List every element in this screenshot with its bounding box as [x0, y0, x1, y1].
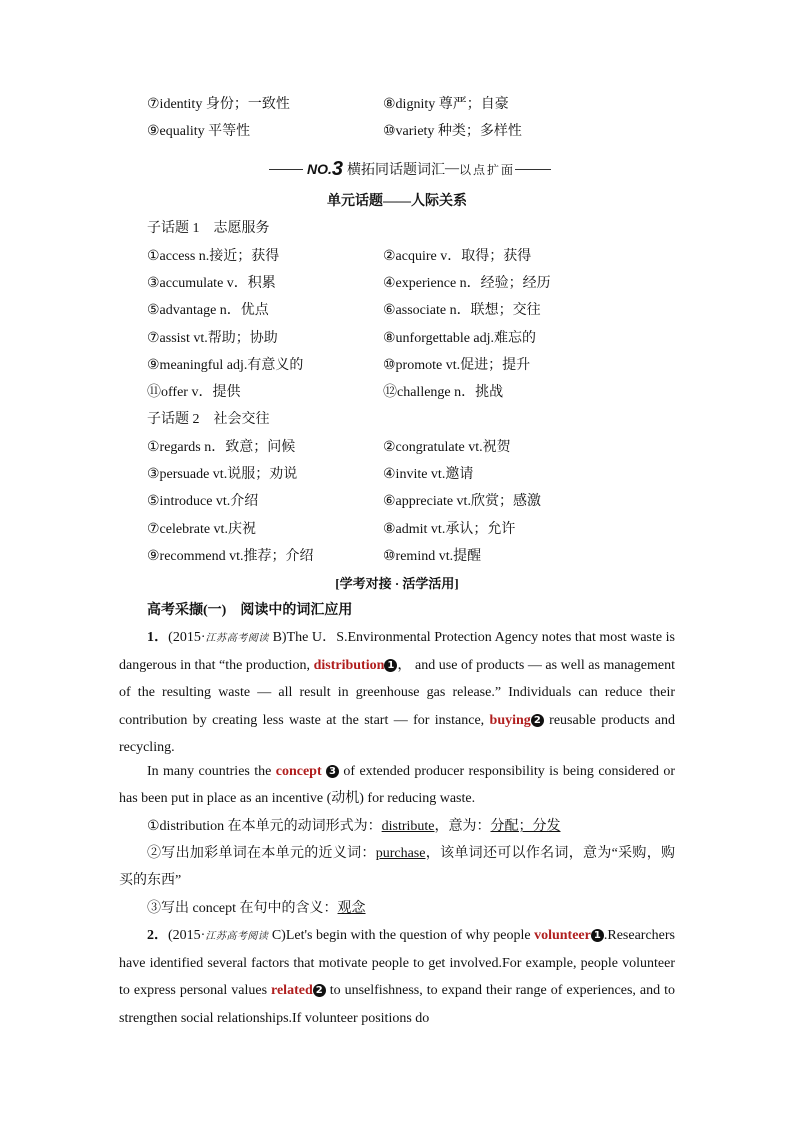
- source-label: 江苏高考阅读: [205, 633, 270, 644]
- answer-distribute: distribute: [381, 819, 435, 834]
- passage-text: of extended producer responsibility is being considered or has been put in place as an incentive (动机) for reducing waste.: [119, 764, 676, 807]
- banner-subtitle: 以点扩面: [459, 162, 516, 177]
- subtopic-2-list: [147, 434, 687, 570]
- vocab-item: ⑧unforgettable adj.难忘的: [383, 330, 537, 346]
- vocab-row: [147, 379, 687, 406]
- vocab-item: ⑨recommend vt.推荐；介绍: [147, 548, 314, 564]
- vocab-item: ⑫challenge n．挑战: [383, 384, 504, 400]
- marker-2: 2: [531, 714, 544, 727]
- note-text: ，该单词还可以作名词，意为“采购，购买的东西”: [119, 846, 675, 889]
- vocab-row: [147, 325, 687, 352]
- vocab-row: [147, 543, 687, 570]
- note-3: [119, 895, 675, 922]
- divider: [269, 169, 303, 170]
- passage-text: reusable products and recycling.: [119, 712, 675, 755]
- subtopic-1-list: [147, 243, 687, 406]
- vocab-row: [147, 488, 687, 515]
- vocab-row: [147, 297, 687, 324]
- vocab-item: ⑧dignity 尊严；自豪: [383, 97, 509, 112]
- answer-purchase: purchase: [375, 846, 426, 862]
- highlight-word-distribution: distribution: [313, 658, 385, 674]
- passage-text: B)The U．S.Environmental Protection Agency notes that most waste is dangerous in that “the production,: [119, 630, 675, 674]
- vocab-item: ④experience n．经验；经历: [383, 276, 551, 292]
- subtopic-2-title: 子话题 2 社会交往: [147, 412, 270, 427]
- highlight-word-buying: buying: [489, 712, 531, 728]
- note-text: ，意为：: [434, 819, 491, 834]
- banner-title: 横拓同话题词汇: [347, 163, 445, 178]
- subtopic-1-title: 子话题 1 志愿服务: [147, 221, 270, 236]
- source-year: (2015·: [168, 630, 206, 645]
- question-1-notes: [119, 813, 675, 922]
- vocab-item: ⑦assist vt.帮助；协助: [147, 330, 278, 346]
- marker-2: 2: [313, 984, 326, 997]
- note-text: ③写出 concept 在句中的含义：: [147, 900, 338, 916]
- unit-topic-heading: 单元话题——人际关系: [327, 194, 467, 209]
- practice-section-banner: [学考对接 · 活学活用]: [335, 576, 459, 591]
- vocab-row: [147, 118, 687, 145]
- vocab-item: ⑦identity 身份；一致性: [147, 97, 290, 112]
- note-text: ②写出加彩单词在本单元的近义词：: [147, 846, 376, 862]
- highlight-word-related: related: [271, 983, 313, 999]
- source-label: 江苏高考阅读: [205, 931, 269, 942]
- vocab-item: ③accumulate v．积累: [147, 276, 276, 292]
- vocab-row: [147, 434, 687, 461]
- vocab-item: ⑩variety 种类；多样性: [383, 124, 522, 140]
- question-1-paragraph-1: [119, 624, 675, 761]
- answer-meaning: 分配；分发: [490, 819, 561, 834]
- top-vocab-list: [147, 91, 687, 145]
- passage-text: In many countries the: [147, 764, 276, 779]
- vocab-item: ⑥associate n．联想；交往: [383, 303, 541, 319]
- vocab-item: ⑩remind vt.提醒: [383, 548, 482, 564]
- vocab-item: ⑤introduce vt.介绍: [147, 494, 259, 510]
- passage-text: to unselfishness, to expand their range of experiences, and to strengthen social relationships.If volunteer positions do: [119, 983, 675, 1026]
- section-banner-no3: [252, 155, 568, 183]
- vocab-item: ③persuade vt.说服；劝说: [147, 467, 298, 483]
- answer-concept-meaning: 观念: [337, 900, 366, 916]
- vocab-item: ⑪offer v．提供: [147, 384, 241, 400]
- passage-text: ， and use of products — as well as management of the resulting waste — all result in greenhouse gas release.” Individuals can reduce their contribution by creating less waste at the start — for instance,: [119, 658, 675, 728]
- vocab-item: ⑨equality 平等性: [147, 124, 251, 140]
- banner-number: 3: [331, 157, 343, 180]
- vocab-item: ⑥appreciate vt.欣赏；感激: [383, 494, 541, 510]
- passage-text: .Researchers have identified several factors that motivate people to get involved.For example, people volunteer to express personal values: [119, 928, 675, 999]
- vocab-row: [147, 243, 687, 270]
- vocab-item: ⑤advantage n．优点: [147, 303, 269, 319]
- divider: [515, 169, 551, 170]
- question-2-paragraph: [119, 922, 675, 1032]
- note-1: [119, 813, 675, 840]
- note-2: [119, 840, 675, 894]
- vocab-item: ①access n.接近；获得: [147, 249, 280, 264]
- question-number: 2．: [147, 928, 168, 943]
- vocab-item: ⑩promote vt.促进；提升: [383, 357, 531, 373]
- vocab-row: [147, 516, 687, 543]
- practice-section-title: 高考采撷(一) 阅读中的词汇应用: [147, 603, 353, 618]
- marker-1: 1: [384, 659, 397, 672]
- vocab-item: ④invite vt.邀请: [383, 467, 474, 483]
- vocab-item: ②congratulate vt.祝贺: [383, 440, 511, 455]
- source-year: (2015·: [168, 928, 206, 943]
- vocab-item: ①regards n．致意；问候: [147, 440, 296, 455]
- vocab-item: ⑨meaningful adj.有意义的: [147, 357, 304, 373]
- highlight-word-concept: concept: [275, 764, 322, 779]
- vocab-row: [147, 461, 687, 488]
- note-text: ①distribution 在本单元的动词形式为：: [147, 819, 382, 834]
- vocab-item: ⑧admit vt.承认；允许: [383, 521, 516, 537]
- question-number: 1．: [147, 630, 169, 645]
- marker-1: 1: [591, 929, 604, 942]
- vocab-row: [147, 352, 687, 379]
- vocab-row: [147, 270, 687, 297]
- highlight-word-volunteer: volunteer: [534, 928, 591, 943]
- vocab-item: ⑦celebrate vt.庆祝: [147, 521, 256, 537]
- banner-no: NO.: [306, 161, 332, 177]
- marker-3: 3: [326, 765, 339, 778]
- banner-dash: —: [445, 161, 459, 176]
- passage-text: C)Let's begin with the question of why people: [268, 928, 535, 943]
- question-1-paragraph-2: [119, 758, 675, 812]
- vocab-row: [147, 91, 687, 118]
- vocab-item: ②acquire v．取得；获得: [383, 249, 532, 264]
